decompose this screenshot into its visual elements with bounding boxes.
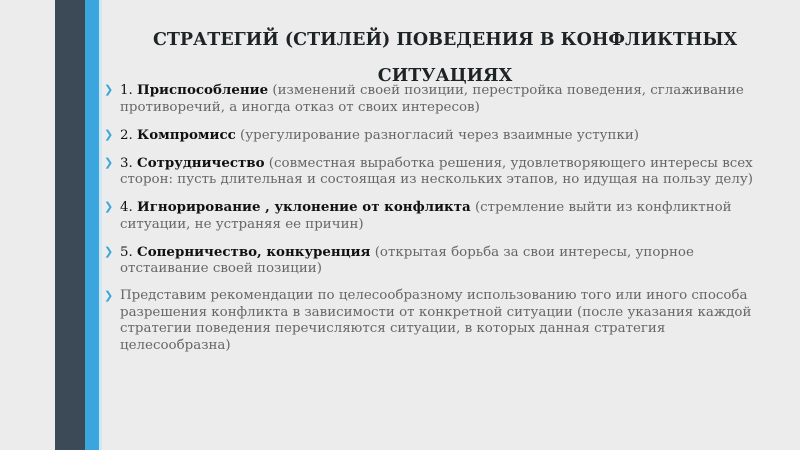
item-number: 4. xyxy=(120,200,138,215)
list-item xyxy=(104,155,774,189)
item-number: 2. xyxy=(120,127,138,143)
item-description: (урегулирование разногласий через взаимные уступки) xyxy=(235,127,639,143)
item-term: Приспособление xyxy=(137,82,269,98)
decorative-dark-bar xyxy=(55,0,85,450)
item-number: 1. xyxy=(120,83,138,98)
bullet-arrow-icon: ❯ xyxy=(104,155,114,169)
bullet-arrow-icon: ❯ xyxy=(104,200,114,213)
item-description: (открытая борьба за свои интересы, упорное отстаивание своей позиции) xyxy=(120,244,694,276)
item-term: Сотрудничество xyxy=(137,154,265,171)
decorative-blue-bar xyxy=(85,0,99,450)
item-description: (изменений своей позиции, перестройка поведения, сглаживание противоречий, а иногда отказ от своих интересов) xyxy=(120,83,744,115)
list-item xyxy=(104,127,774,145)
closing-paragraph xyxy=(104,288,774,354)
list-item xyxy=(104,82,774,116)
bullet-arrow-icon: ❯ xyxy=(104,83,114,96)
decorative-light-bar xyxy=(99,0,102,450)
item-number: 5. xyxy=(120,244,138,260)
item-number: 3. xyxy=(120,155,138,171)
strategy-list xyxy=(104,82,774,365)
bullet-arrow-icon: ❯ xyxy=(104,244,114,258)
list-item xyxy=(104,199,774,233)
item-term: Компромисс xyxy=(137,126,236,143)
closing-text: Представим рекомендации по целесообразному использованию того или иного способа разрешения конфликта в зависимости от конкретной ситуации (после указания каждой стратегии поведения перечисляются ситуации, в которых данная стратегия целесообразна) xyxy=(120,288,752,353)
item-description: (стремление выйти из конфликтной ситуации, не устраняя ее причин) xyxy=(120,200,732,232)
slide-title: СТРАТЕГИЙ (СТИЛЕЙ) ПОВЕДЕНИЯ В КОНФЛИКТНЫХ СИТУАЦИЯХ xyxy=(152,30,738,86)
item-term: Игнорирование , уклонение от конфликта xyxy=(137,199,471,215)
bullet-arrow-icon: ❯ xyxy=(104,127,114,141)
list-item xyxy=(104,244,774,278)
item-term: Соперничество, конкуренция xyxy=(137,243,371,260)
bullet-arrow-icon: ❯ xyxy=(104,289,114,302)
item-description: (совместная выработка решения, удовлетворяющего интересы всех сторон: пусть длительная и состоящая из нескольких этапов, но идущая на пользу делу) xyxy=(120,155,753,187)
